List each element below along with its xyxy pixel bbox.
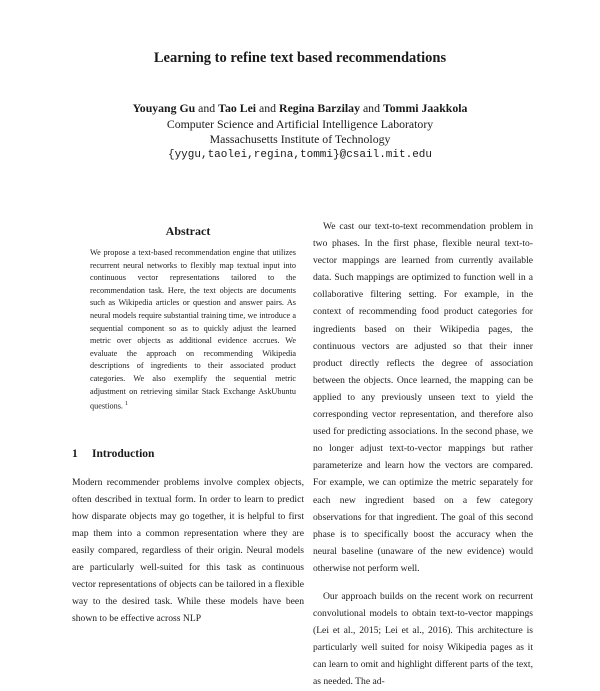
abstract-body: We propose a text-based recommendation engine that utilizes recurrent neural networks to flexibly map textual input into continuous vector representations tailored to the recommendation task. Here, the text objects are documents such as Wikipedia articles or question and answer pairs. As neural models require substantial training time, we introduce a sequential component so as to quickly adjust the learned metric over objects as additional evidence accrues. We evaluate the approach on recommending Wikipedia descriptions of ingredients to their associated product categories. We also exemplify the sequential metric adjustment on retrieving similar Stack Exchange AskUbuntu questions.	[90, 248, 296, 411]
abstract-section	[72, 220, 304, 413]
author-names	[0, 101, 600, 117]
paragraph: Our approach builds on the recent work on recurrent convolutional models to obtain text-to-vector mappings (Lei et al., 2015; Lei et al., 2016). This architecture is particularly well suited for noisy Wikipedia pages as it can learn to omit and highlight different parts of the text, as needed. The ad-	[313, 590, 533, 688]
right-column	[313, 218, 533, 691]
section-number: 1	[72, 448, 78, 460]
section-title: Introduction	[92, 448, 155, 460]
introduction-text: Modern recommender problems involve complex objects, often described in textual form. In order to learn to predict how disparate objects may go together, it is helpful to first map them into a common representation where they are easily compared, regardless of their origin. Neural models are particularly well-suited for this task as continuous vector representations of objects can be tailored in a flexible way to the desired task. While these models have been shown to be effective across NLP	[72, 477, 304, 624]
author-name: Tao Lei	[218, 101, 257, 115]
section-heading-introduction	[72, 448, 154, 460]
author-name: Regina Barzilay	[279, 101, 360, 115]
author-block	[0, 101, 600, 163]
author-separator: and	[259, 101, 277, 115]
author-separator: and	[362, 101, 380, 115]
footnote-mark: 1	[125, 401, 129, 408]
author-separator: and	[198, 101, 216, 115]
paper-title: Learning to refine text based recommendations	[153, 50, 447, 66]
affiliation-institute: Massachusetts Institute of Technology	[209, 132, 391, 146]
abstract-heading: Abstract	[165, 224, 211, 238]
paragraph: We cast our text-to-text recommendation problem in two phases. In the first phase, flexible neural text-to-vector mappings are learned from currently available data. Such mappings are optimized to function well in a collaborative filtering setting. For example, in the context of recommending food product categories for ingredients based on their Wikipedia pages, the continuous vectors are adjusted so that their inner product directly reflects the degree of association between the objects. Once learned, the mapping can be applied to any previously unseen text to yield the corresponding vector representation, and therefore also used for predicting associations. In the second phase, we no longer adjust text-to-vector mappings but rather parameterize and learn how the vectors are compared. For example, we can optimize the metric separately for each new ingredient based on a few category observations for that ingredient. The goal of this second phase is to specifically boost the accuracy when the neural baseline (unaware of the new evidence) would otherwise not perform well.	[313, 221, 533, 574]
affiliation-lab: Computer Science and Artificial Intelligence Laboratory	[166, 116, 434, 131]
right-column-body	[313, 218, 533, 691]
author-emails: {yygu,taolei,regina,tommi}@csail.mit.edu	[167, 148, 433, 161]
author-name: Youyang Gu	[132, 101, 196, 115]
author-name: Tommi Jaakkola	[382, 101, 468, 115]
abstract-text	[90, 247, 296, 413]
